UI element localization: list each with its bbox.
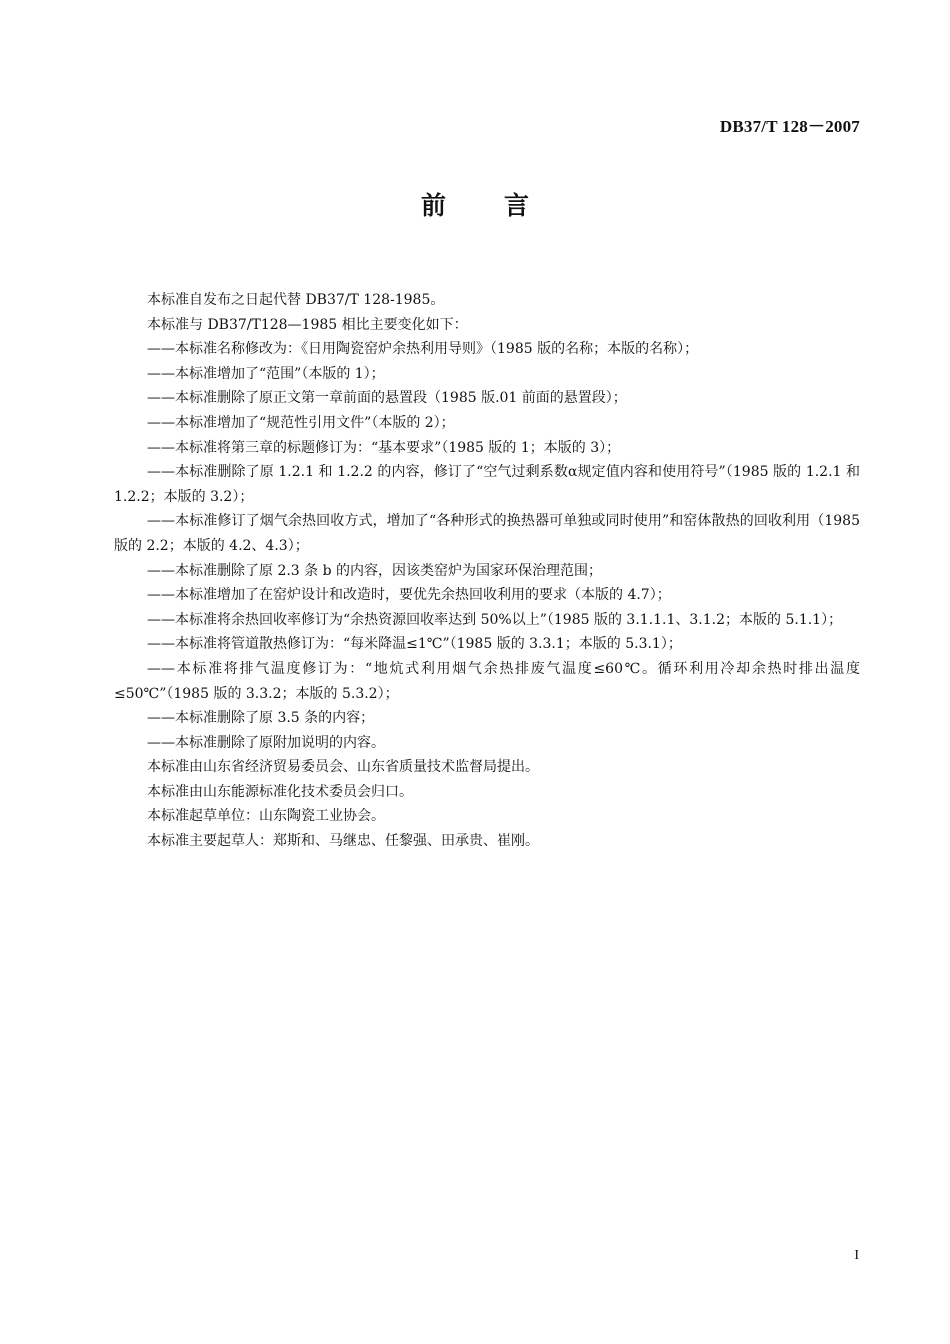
list-item: ——本标准增加了“规范性引用文件”（本版的 2）；	[147, 414, 455, 431]
list-item: ——本标准删除了原 1.2.1 和 1.2.2 的内容，修订了“空气过剩系数α规定值内容和使用符号”（1985 版的 1.2.1 和 1.2.2；本版的 3.2）；	[114, 464, 860, 505]
foreword-body	[114, 288, 860, 854]
page-title	[0, 186, 950, 222]
list-item: ——本标准修订了烟气余热回收方式，增加了“各种形式的换热器可单独或同时使用”和窑体散热的回收利用（1985 版的 2.2；本版的 4.2、4.3）；	[114, 513, 860, 554]
page-title-char-2: 言	[504, 191, 530, 220]
paragraph: 本标准与 DB37/T128—1985 相比主要变化如下：	[147, 316, 468, 333]
page-title-char-1: 前	[420, 191, 446, 220]
list-item: ——本标准将管道散热修订为：“每米降温≤1℃”（1985 版的 3.3.1；本版的 5.3.1）；	[147, 636, 682, 653]
list-item: ——本标准将排气温度修订为：“地炕式利用烟气余热排废气温度≤60℃。循环利用冷却余热时排出温度≤50℃”（1985 版的 3.3.2；本版的 5.3.2）；	[114, 660, 860, 702]
paragraph: 本标准起草单位：山东陶瓷工业协会。	[147, 808, 385, 825]
list-item: ——本标准增加了“范围”（本版的 1）；	[147, 365, 385, 382]
document-code: DB37/T 128－2007	[719, 117, 860, 136]
list-item: ——本标准将第三章的标题修订为：“基本要求”（1985 版的 1；本版的 3）；	[147, 439, 621, 456]
paragraph: 本标准由山东能源标准化技术委员会归口。	[147, 783, 413, 800]
paragraph: 本标准由山东省经济贸易委员会、山东省质量技术监督局提出。	[147, 759, 539, 776]
paragraph: 本标准自发布之日起代替 DB37/T 128-1985。	[147, 292, 445, 308]
list-item: ——本标准删除了原附加说明的内容。	[147, 734, 385, 751]
list-item: ——本标准删除了原正文第一章前面的悬置段（1985 版.01 前面的悬置段）；	[147, 390, 627, 407]
list-item: ——本标准删除了原 2.3 条 b 的内容，因该类窑炉为国家环保治理范围；	[147, 562, 603, 579]
list-item: ——本标准将余热回收率修订为“余热资源回收率达到 50%以上”（1985 版的 3.1.1.1、3.1.2；本版的 5.1.1）；	[147, 611, 843, 628]
paragraph: 本标准主要起草人：郑斯和、马继忠、任黎强、田承贵、崔刚。	[147, 833, 539, 850]
list-item: ——本标准增加了在窑炉设计和改造时，要优先余热回收利用的要求（本版的 4.7）；	[147, 587, 671, 604]
list-item: ——本标准名称修改为：《日用陶瓷窑炉余热利用导则》（1985 版的名称；本版的名称）；	[147, 341, 699, 358]
page-number: I	[854, 1248, 859, 1263]
list-item: ——本标准删除了原 3.5 条的内容；	[147, 710, 375, 727]
